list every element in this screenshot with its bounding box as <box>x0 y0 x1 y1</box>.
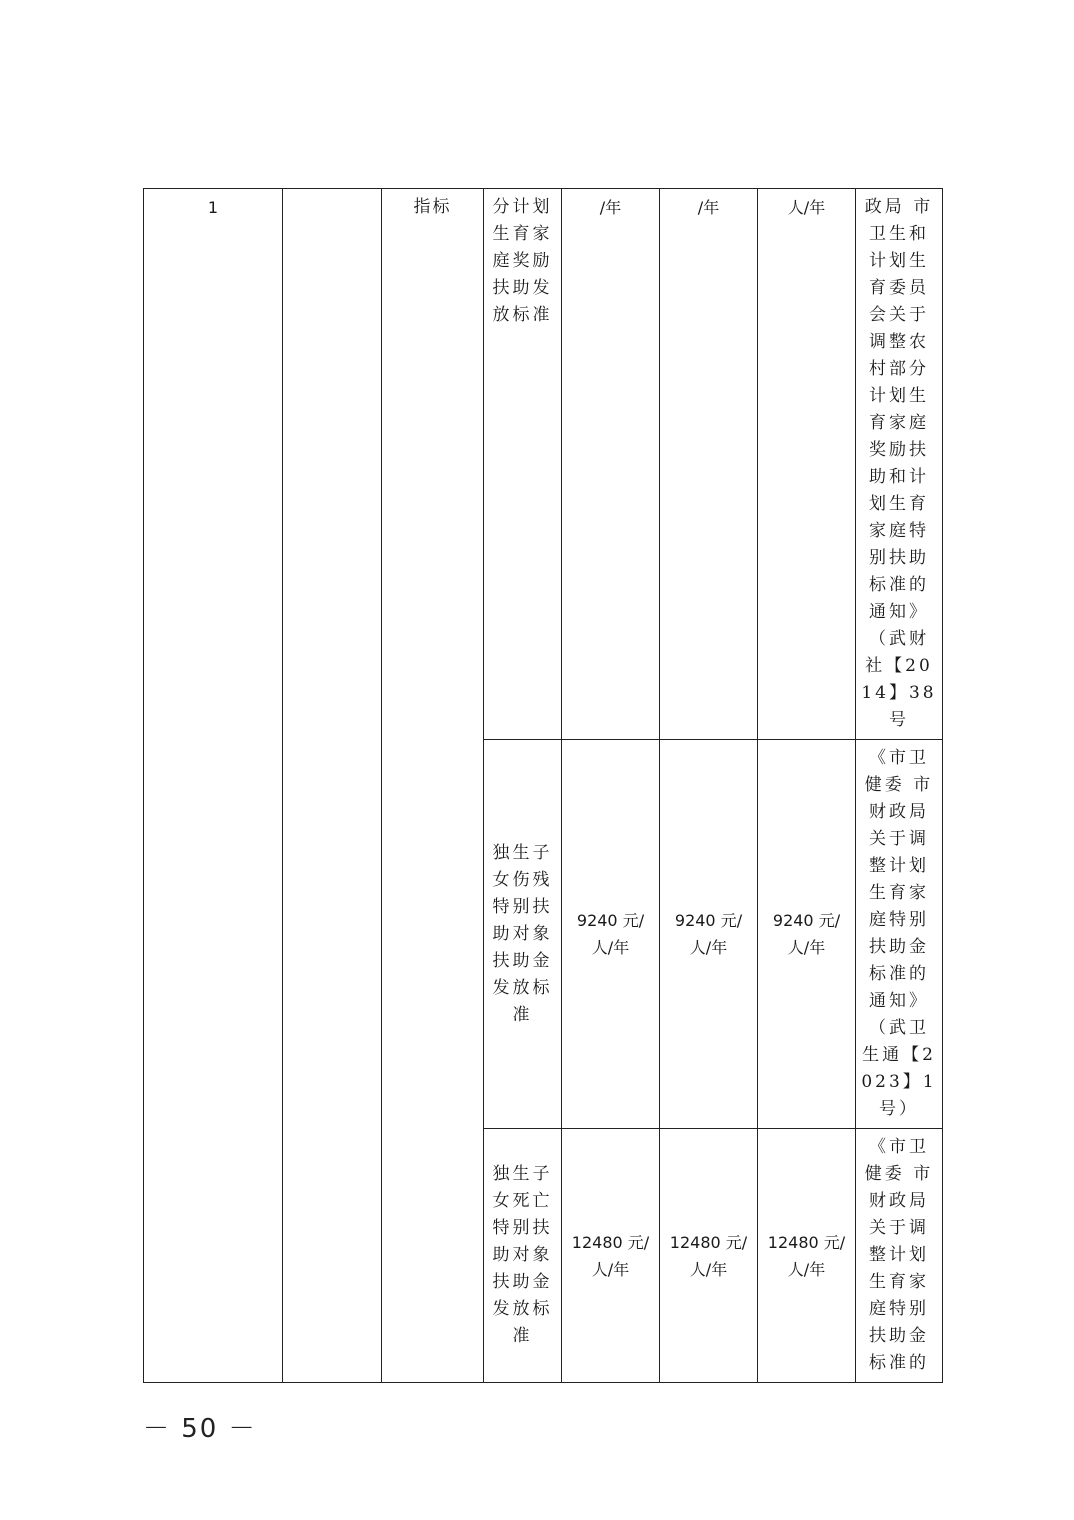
item-cell <box>484 740 562 1129</box>
value-text: /年 <box>599 198 622 217</box>
basis-cell <box>856 1129 943 1383</box>
value-text: 9240 元/人/年 <box>576 911 645 957</box>
value-text: 12480 元/人/年 <box>767 1232 846 1279</box>
basis-cell <box>856 740 943 1129</box>
sequence-number: 1 <box>207 198 219 217</box>
value-text: 12480 元/人/年 <box>669 1232 748 1279</box>
page-number: － 50 － <box>143 1414 257 1444</box>
sequence-cell <box>144 189 283 1383</box>
value-text: 9240 元/人/年 <box>772 911 841 957</box>
basis-text: 《市卫健委 市财政局关于调整计划生育家庭特别扶助金标准的 <box>864 1137 934 1373</box>
category-label: 指标 <box>413 197 452 217</box>
item-name: 独生子女伤残特别扶助对象扶助金发放标准 <box>492 842 553 1025</box>
item-cell <box>484 189 562 740</box>
empty-cell <box>283 189 382 1383</box>
value-cell <box>758 740 856 1129</box>
value-text: 9240 元/人/年 <box>674 911 743 957</box>
item-name: 独生子女死亡特别扶助对象扶助金发放标准 <box>492 1164 553 1346</box>
basis-cell <box>856 189 943 740</box>
value-cell <box>758 189 856 740</box>
item-cell <box>484 1129 562 1383</box>
category-cell <box>382 189 484 1383</box>
item-name: 分计划生育家庭奖励扶助发放标准 <box>492 197 553 325</box>
value-cell <box>562 1129 660 1383</box>
value-cell <box>562 189 660 740</box>
value-text: 12480 元/人/年 <box>571 1232 650 1279</box>
basis-text: 《市卫健委 市财政局关于调整计划生育家庭特别扶助金标准的通知》（武卫生通【2023】1 号） <box>861 748 937 1119</box>
value-cell <box>758 1129 856 1383</box>
value-cell <box>660 740 758 1129</box>
value-cell <box>660 189 758 740</box>
value-text: /年 <box>697 198 720 217</box>
value-cell <box>660 1129 758 1383</box>
value-text: 人/年 <box>787 198 826 217</box>
policy-table <box>143 188 943 1383</box>
value-cell <box>562 740 660 1129</box>
basis-text: 政局 市卫生和计划生育委员会关于调整农村部分计划生育家庭奖励扶助和计划生育家庭特别扶助标准的通知》（武财社【2014】38 号 <box>861 197 937 730</box>
table-row <box>144 189 943 740</box>
